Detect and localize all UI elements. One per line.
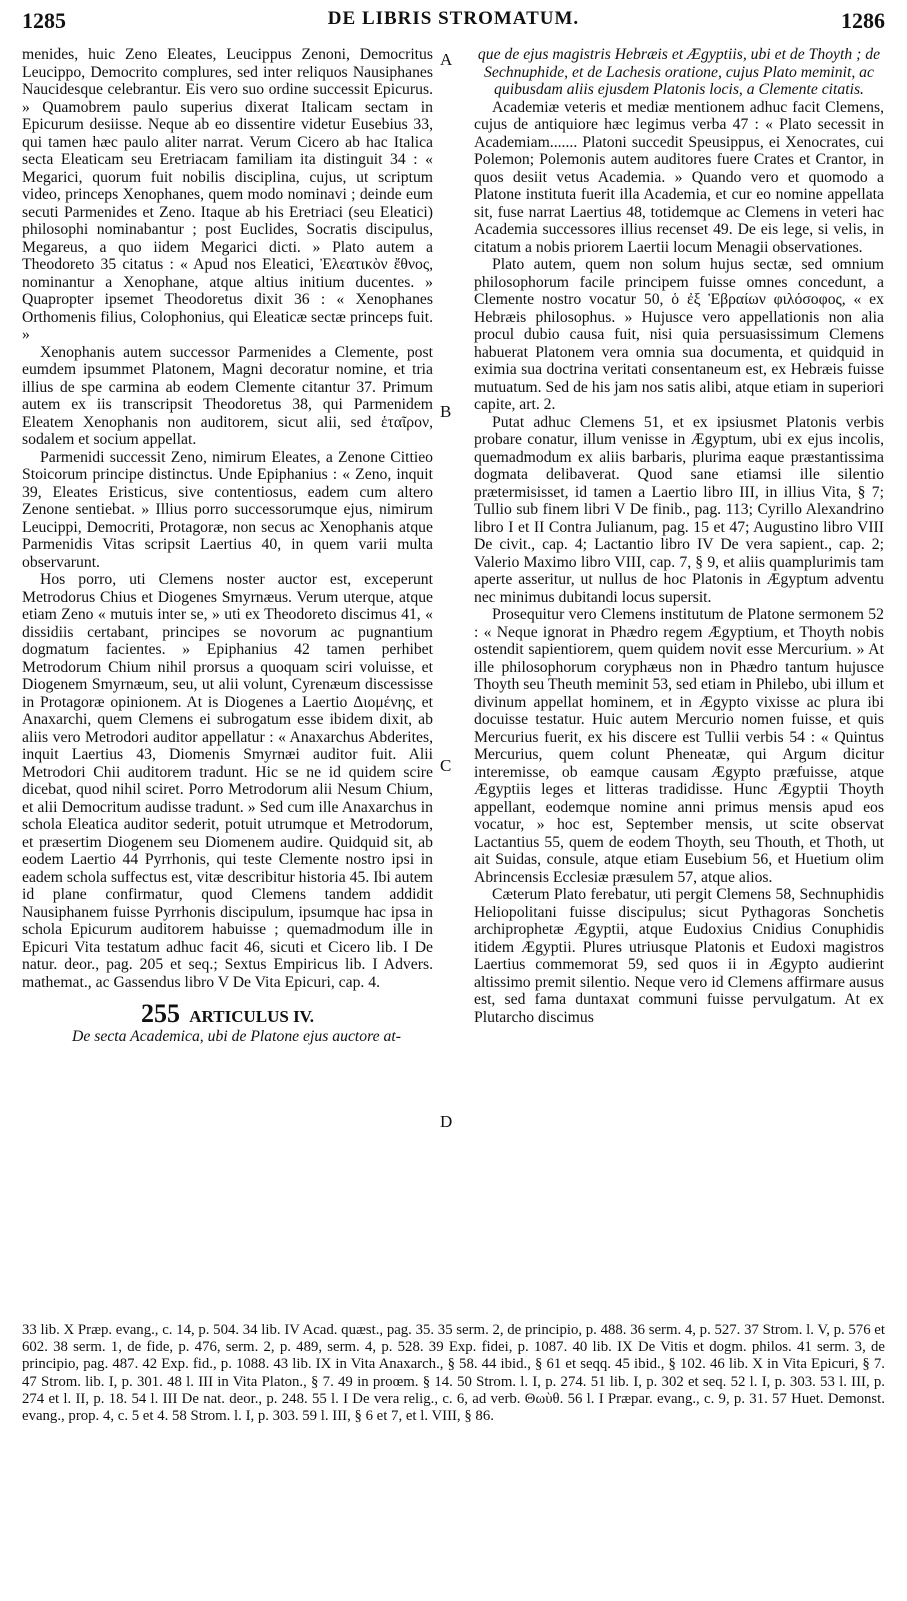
paragraph: Putat adhuc Clemens 51, et ex ipsiusmet Platonis verbis probare conatur, illum venisse in Ægyptum, ubi ex ejus incolis, quemadmodum ex aliis barbaris, plurima eaque præstantissima dogmata delibaverat. Quod sane etiamsi ille silentio prætermisisset, id tamen a Laertio libro III, in illius Vita, § 7; Tullio sub finem libri V De finib., pag. 113; Cyrillo Alexandrino libro I et II Contra Julianum, pag. 15 et 47; Augustino libro VIII De civit., cap. 4; Lactantio libro IV De vera sapient., cap. 2; Valerio Maximo libro VIII, cap. 7, § 9, et aliis quamplurimis tam aperte asseritur, ut nullus de hoc Platonis in Ægyptum adventu nec minimus dubitandi locus supersit. — [474, 413, 884, 606]
margin-marker-d: D — [440, 1112, 453, 1131]
page-number-left: 1285 — [22, 8, 66, 33]
paragraph: Plato autem, quem non solum hujus sectæ, sed omnium philosophorum facile principem fuisse omnes concedunt, a Clemente nostro vocatur 50, ὁ ἐξ Ἑβραίων φιλόσοφος, « ex Hebræis philosophus. » Hujusce vero appellationis non alia procul dubio causa fuit, nisi quia persuasissimum Clemens habuerat Platonem vera omnia sua documenta, et quidquid in eximia sua doctrina veritati consentaneum est, ex Hebræis fuisse mutuatum. Sed de his jam nos satis alibi, atque etiam in superiori capite, art. 2. — [474, 256, 884, 413]
margin-marker-c: C — [440, 756, 452, 775]
paragraph: Xenophanis autem successor Parmenides a Clemente, post eumdem ipsummet Platonem, Magni decoratur nomine, et tria illius de spe carmina ab eodem Clemente citantur 37. Primum autem ex iis transcripsit Theodoretus 38, qui Parmenidem Eleatem Xenophanis non auditorem, sicut alii, sed ἑταῖρον, sodalem et socium appellat. — [22, 343, 433, 448]
paragraph: Cæterum Plato ferebatur, uti pergit Clemens 58, Sechnuphidis Heliopolitani fuisse discipulus; sicut Pythagoras Sonchetis archiprophetæ Ægyptii, atque Eudoxius Cnidius Conuphidis itidem Ægyptii. Plures utriusque Platonis et Eudoxi magistros Laertius commemorat 59, sed quos ii in Ægypto audierint altissimo premit silentio. Neque vero id Clemens affirmare ausus est, sed fama duntaxat communi fuisse pervulgatum. At ex Plutarcho discimus — [474, 886, 884, 1026]
paragraph: Academiæ veteris et mediæ mentionem adhuc facit Clemens, cujus de antiquiore hæc legimus verba 47 : « Plato secessit in Academiam....... Platoni succedit Speusippus, ei Xenocrates, cui Polemon; Polemonis autem auditores fuere Crates et Crantor, in quos desiit vetus Academia. » Quando vero et quomodo a Platone instituta fuerit illa Academia, et cur eo nomine appellata sit, fuse narrat Laertius 48, totidemque ac Clemens in veteri hac Academia successores illius recenset 49. De eis lege, si velis, in citatum a nobis priorem Laertii locum Menagii observationes. — [474, 98, 884, 256]
article-heading — [22, 999, 433, 1028]
page-number-right: 1286 — [841, 8, 885, 33]
margin-marker-a: A — [440, 50, 453, 69]
paragraph: menides, huic Zeno Eleates, Leucippus Zenoni, Democritus Leucippo, Democrito complures, sed inter reliquos Nausiphanes Naucidesque celebrantur. Eis vero suo ordine successit Epicurus. » Quamobrem paulo superius dixerat Italicam sectam in Epicurum desiisse. Neque ab eo dissentire videtur Eusebius 33, qui tamen hæc paulo aliter narrat. Verum Cicero ab hac Italica secta Eleaticam seu Eretriacam familiam ita distinguit 34 : « Megarici, quorum fuit nobilis disciplina, cujus, ut scriptum video, princeps Xenophanes, quem modo nominavi ; deinde eum secuti Parmenides et Zeno. Itaque ab his Eretriaci (seu Eleatici) philosophi nominabantur ; post Euclides, Socratis discipulus, Megareus, a quo iidem Megarici dicti. » Plato autem a Theodoreto 35 citatus : « Apud nos Eleatici, Ἐλεατικὸν ἔθνος, nominantur a Xenophane, atque altius initium ducentes. » Quapropter ipsemet Theodoretus dixit 36 : « Xenophanes Orthomenis filius, Colophonius, qui Eleaticæ sectæ princeps fuit. » — [22, 46, 433, 343]
paragraph: Hos porro, uti Clemens noster auctor est, exceperunt Metrodorus Chius et Diogenes Smyrnæus. Verum uterque, atque etiam Zeno « mutuis inter se, » uti ex Theodoreto discimus 41, « dissidiis certabant, principes se novorum ac pugnantium dogmatum facientes. » Epiphanius 42 tamen perhibet Metrodorum Chium nihil prorsus a quoquam sciri voluisse, et Diogenem Smyrnæum, seu, ut alii volunt, Cyrenæum discessisse in Protagoræ opinionem. At is Diogenes a Laertio Διομένης, et Anaxarchi, quem Clemens ei subrogatum esse ibidem dixit, ab aliis vero Metrodori auditor appellatur : « Anaxarchus Abderites, inquit Laertius 43, Diomenis Smyrnæi auditor fuit. Alii Metrodori Chii auditorem tradunt. Hic se ne id quidem scire dicebat, quod nihil sciret. Porro Metrodorum alii Nesum Chium, et alii Democritum audisse tradunt. » Sed cum ille Anaxarchus in schola Eleatica auditor sederit, potuit utrumque et Metrodorum, et præsertim Diogenem seu Diomenem audire. Quidquid sit, ab eodem Laertio 44 Pyrrhonis, qui teste Clemente nostro ipsi in eadem schola suffectus est, vitæ describitur historia 45. Ibi autem id plane confirmatur, quod Clemens tandem addidit Nausiphanem fuisse Pyrrhonis discipulum, ipsumque hac ipsa in schola Epicurum auditorem habuisse ; quemadmodum ille in Epicuri Vita testatum adhuc facit 46, sicuti et Cicero lib. I De natur. deor., pag. 205 et seq.; Sextus Empiricus lib. I Advers. mathemat., ac Gassendus libro V De Vita Epicuri, cap. 4. — [22, 571, 433, 991]
paragraph: Parmenidi successit Zeno, nimirum Eleates, a Zenone Cittieo Stoicorum principe distinctus. Unde Epiphanius : « Zeno, inquit 39, Eleates Eristicus, sive contentiosus, eadem cum altero Zenone sentiebat. » Illius porro successorumque ejus, nimirum Leucippi, Democriti, Protagoræ, non secus ac Xenophanis atque Parmenidis Vitas scripsit Laertius 40, in quem varii multa observarunt. — [22, 448, 433, 571]
article-title: ARTICULUS IV. — [189, 1007, 315, 1026]
paragraph: Prosequitur vero Clemens institutum de Platone sermonem 52 : « Neque ignorat in Phædro regem Ægyptium, et Thoyth nobis ostendit sapientiorem, quem quidem novit esse Mercurium. » At ille philosophorum coryphæus non in Phædro tantum hujusce Thoyth seu Theuth meminit 53, sed etiam in Philebo, ubi illum et divinum appellat hominem, et in Ægypto vixisse ac plura ibi docuisse testatur. Huic autem Mercurio nomen fuisse, et quis Mercurius fuerit, ex his discere est Tullii verbis 54 : « Quintus Mercurius, quem colunt Pheneatæ, qui Argum dicitur interemisse, ob eamque causam Ægypto præfuisse, atque Ægyptiis leges et litteras tradidisse. Hunc Ægyptii Thoyth appellant, eodemque nomine anni primus mensis apud eos vocatur, » hoc est, September mensis, ut scite observat Lactantius 55, quem de eodem Thoyth, seu Thouth, et Thoth, ut ait Suidas, consule, atque etiam Eusebium 56, et Huetium olim Abrincensis Ecclesiæ præsulem 57, atque alios. — [474, 606, 884, 886]
running-header — [22, 8, 885, 38]
running-title: DE LIBRIS STROMATUM. — [327, 8, 580, 29]
article-subtitle-continued: que de ejus magistris Hebræis et Ægyptiis, ubi et de Thoyth ; de Sechnuphide, et de Lachesis oratione, cujus Plato meminit, ac quibusdam aliis ejusdem Platonis locis, a Clemente citatis. — [477, 46, 881, 98]
margin-marker-b: B — [440, 402, 452, 421]
right-column — [474, 46, 884, 1026]
left-column — [22, 46, 433, 1045]
footnotes: 33 lib. X Præp. evang., c. 14, p. 504. 34 lib. IV Acad. quæst., pag. 35. 35 serm. 2, de principio, p. 488. 36 serm. 4, p. 527. 37 Strom. l. V, p. 576 et 602. 38 serm. 1, de fide, p. 476, serm. 2, p. 489, serm. 4, p. 528. 39 Exp. fidei, p. 1087. 40 lib. IX De Vitis et dogm. philos. 41 serm. 3, de principio, pag. 487. 42 Exp. fid., p. 1088. 43 lib. IX in Vita Anaxarch., § 58. 44 ibid., § 61 et seqq. 45 ibid., § 102. 46 lib. X in Vita Epicuri, § 7. 47 Strom. lib. I, p. 301. 48 l. III in Vita Platon., § 7. 49 in proœm. § 14. 50 Strom. l. I, p. 274. 51 lib. I, p. 302 et seq. 52 l. I, p. 303. 53 l. III, p. 274 et l. II, p. 18. 54 l. III De nat. deor., p. 248. 55 l. I De vera relig., c. 6, ad verb. Θωὺθ. 56 l. I Præpar. evang., c. 9, p. 31. 57 Huet. Demonst. evang., prop. 4, c. 5 et 4. 58 Strom. l. I, p. 303. 59 l. III, § 6 et 7, et l. VIII, § 86. — [22, 1322, 885, 1425]
article-subtitle: De secta Academica, ubi de Platone ejus auctore at- — [72, 1027, 401, 1045]
article-number: 255 — [140, 999, 180, 1028]
